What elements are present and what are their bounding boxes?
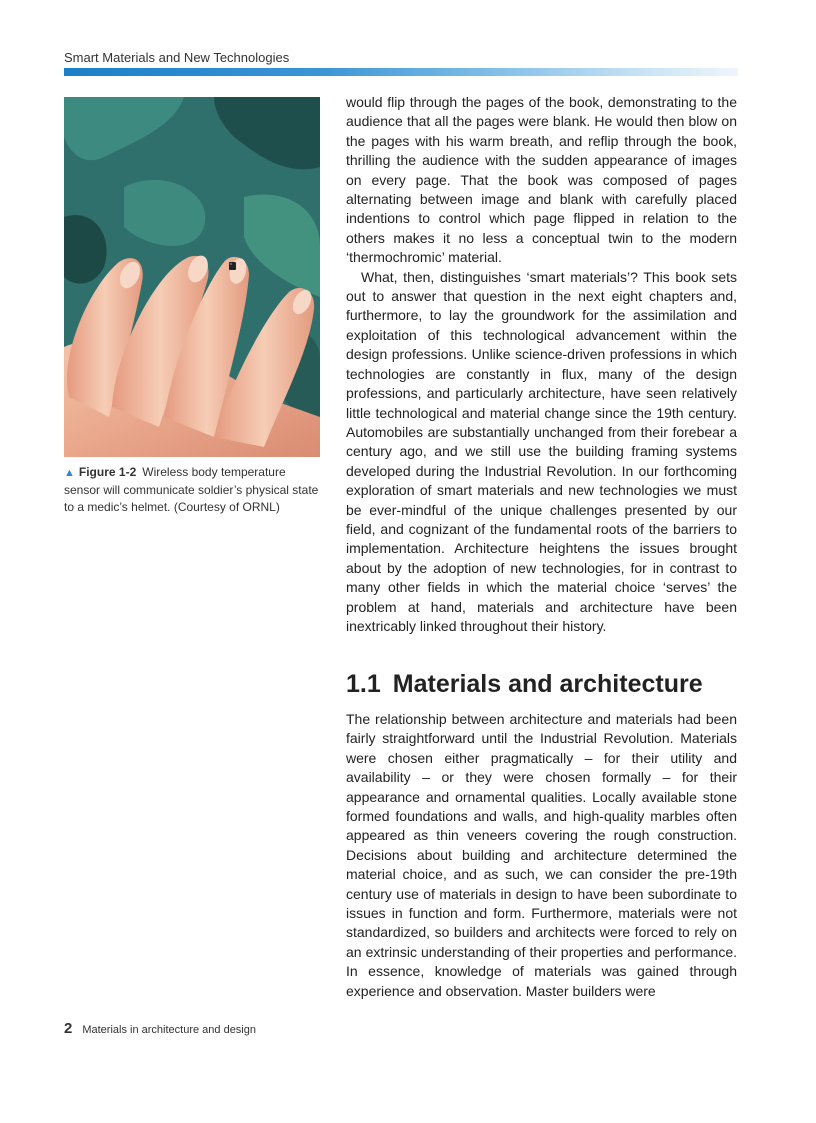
figure-caption <box>64 464 324 516</box>
figure-label: Figure 1-2 <box>78 465 137 479</box>
body-text-section <box>346 710 737 1001</box>
section-heading <box>346 670 703 699</box>
header-gradient-rule <box>64 68 738 76</box>
body-paragraph-2: What, then, distinguishes ‘smart materials’? This book sets out to answer that question in the next eight chapters and, furthermore, to lay the groundwork for the assimilation and exploitation of this technological advancement within the design professions. Unlike science-driven professions in which technologies are constantly in flux, many of the design professions, and particularly architecture, have seen relatively little technological and material change since the 19th century. Automobiles are substantially unchanged from their forebear a century ago, and we still use the building framing systems developed during the Industrial Revolution. In our forthcoming exploration of smart materials and new technologies we must be ever-mindful of the unique challenges presented by our field, and cognizant of the fundamental roots of the barriers to implementation. Architecture heightens the issues brought about by the adoption of new technologies, for in contrast to many other fields in which the material choice ‘serves’ the problem at hand, materials and architecture have been inextricably linked throughout their history. <box>346 268 737 634</box>
section-title: Materials and architecture <box>392 670 703 698</box>
page-footer <box>64 1020 256 1037</box>
page-number: 2 <box>64 1020 73 1037</box>
figure-photo <box>64 97 320 457</box>
figure-caption-text: Wireless body temperature sensor will communicate soldier’s physical state to a medic’s helmet. (Courtesy of ORNL) <box>64 465 319 514</box>
section-number: 1.1 <box>346 670 381 698</box>
hand-with-sensor-chip-photo <box>64 97 320 457</box>
body-paragraph-1: would flip through the pages of the book, demonstrating to the audience that all the pages were blank. He would then blow on the pages with his warm breath, and reflip through the book, thrilling the audience with the sudden appearance of images on every page. That the book was composed of pages alternating between image and blank with carefully placed indentions to control which page flipped in relation to the others makes it no less a conceptual twin to the modern ‘thermochromic’ material. <box>346 94 737 266</box>
caption-triangle-icon: ▲ <box>64 467 75 479</box>
section-paragraph-1: The relationship between architecture and materials had been fairly straightforward until the Industrial Revolution. Materials were chosen either pragmatically – for their utility and availability – or they were chosen formally – for their appearance and ornamental qualities. Locally available stone formed foundations and walls, and high-quality marbles often appeared as thin veneers covering the rough construction. Decisions about building and architecture determined the material choice, and as such, we can consider the pre-19th century use of materials in design to have been subordinate to issues in function and form. Furthermore, materials were not standardized, so builders and architects were forced to rely on an extrinsic understanding of their properties and performance. In essence, knowledge of materials was gained through experience and observation. Master builders were <box>346 711 737 999</box>
body-text-top <box>346 93 737 636</box>
book-title: Materials in architecture and design <box>82 1024 256 1036</box>
running-header: Smart Materials and New Technologies <box>64 50 290 65</box>
